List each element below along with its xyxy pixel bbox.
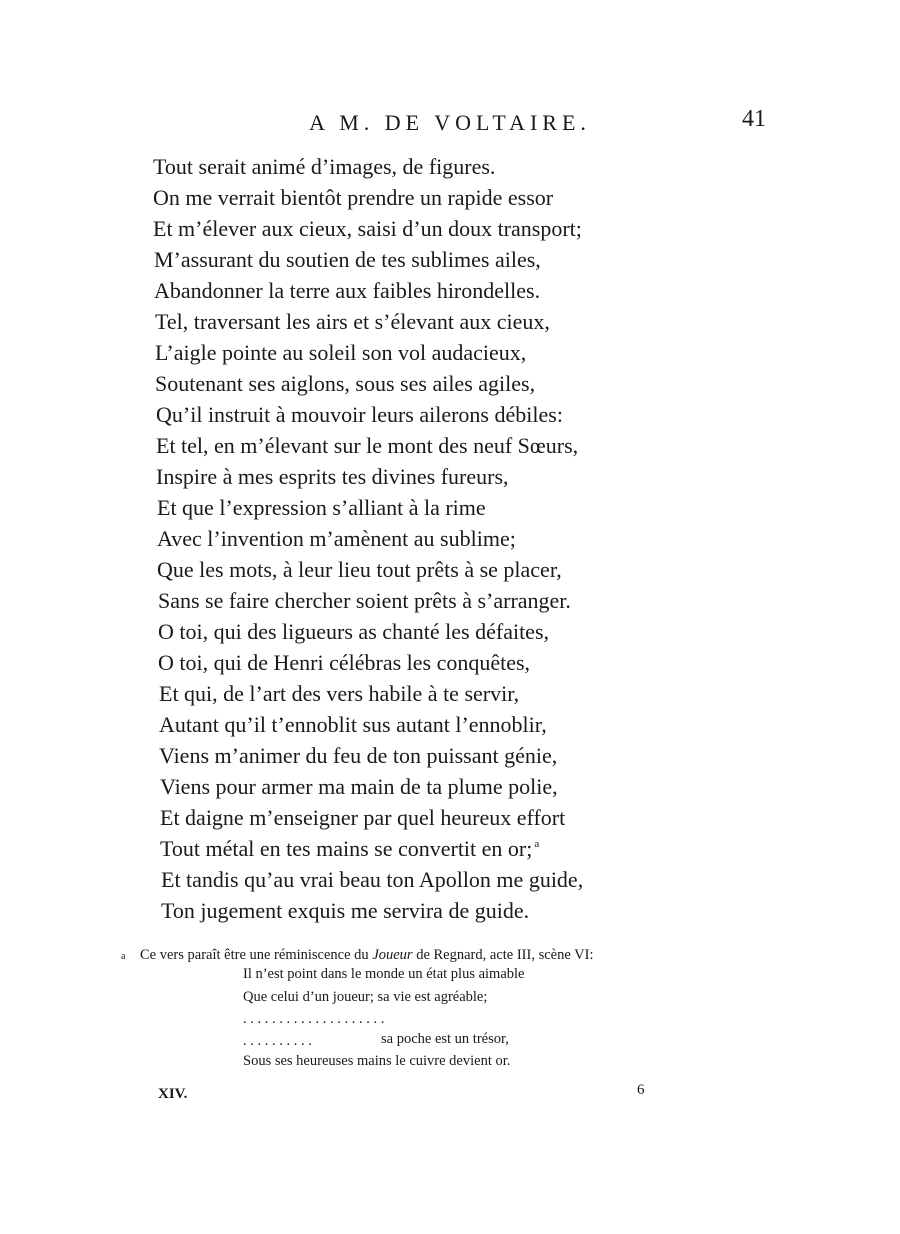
verse-line: Tout serait animé d’images, de figures. xyxy=(153,154,496,179)
verse-line: Inspire à mes esprits tes divines fureurs, xyxy=(156,464,509,489)
quote-line: Que celui d’un joueur; sa vie est agréable; xyxy=(243,989,488,1005)
verse-line-with-note xyxy=(160,838,539,860)
verse-line: Autant qu’il t’ennoblit sus autant l’ennoblir, xyxy=(159,712,547,737)
verse-line: Avec l’invention m’amènent au sublime; xyxy=(157,526,516,551)
verse-line: Qu’il instruit à mouvoir leurs ailerons débiles: xyxy=(156,402,563,427)
verse-line: Et tel, en m’élevant sur le mont des neuf Sœurs, xyxy=(156,433,579,458)
page-number: 41 xyxy=(742,106,766,132)
verse-line: Soutenant ses aiglons, sous ses ailes agiles, xyxy=(155,371,536,396)
footnote-intro-text: Ce vers paraît être une réminiscence du xyxy=(140,947,373,963)
signature-mark: XIV. xyxy=(158,1086,188,1102)
verse-text: Tout métal en tes mains se convertit en or; xyxy=(160,836,533,861)
verse-line: Abandonner la terre aux faibles hirondelles. xyxy=(154,278,541,303)
verse-line: Et qui, de l’art des vers habile à te servir, xyxy=(159,681,520,706)
footnote-intro-source: de Regnard, acte III, scène VI: xyxy=(412,947,594,963)
verse-line: Et que l’expression s’alliant à la rime xyxy=(157,495,486,520)
sheet-number: 6 xyxy=(637,1082,645,1098)
ellipsis-row: . . . . . . . . . . xyxy=(243,1033,312,1049)
running-title: A M. DE VOLTAIRE. xyxy=(309,110,591,135)
verse-line: On me verrait bientôt prendre un rapide essor xyxy=(153,185,554,210)
footnote-marker: a xyxy=(121,951,126,962)
verse-line: Viens pour armer ma main de ta plume polie, xyxy=(160,774,558,799)
verse-line: Que les mots, à leur lieu tout prêts à se placer, xyxy=(157,557,562,582)
ellipsis-row: . . . . . . . . . . . . . . . . . . . . xyxy=(243,1011,385,1027)
quote-line: sa poche est un trésor, xyxy=(381,1031,509,1047)
verse-line: M’assurant du soutien de tes sublimes ailes, xyxy=(154,247,541,272)
verse-line: Sans se faire chercher soient prêts à s’arranger. xyxy=(158,588,571,613)
quote-line: Il n’est point dans le monde un état plus aimable xyxy=(243,966,525,982)
verse-line: Et tandis qu’au vrai beau ton Apollon me guide, xyxy=(161,867,584,892)
play-title: Joueur xyxy=(372,947,413,963)
verse-line: O toi, qui de Henri célébras les conquêtes, xyxy=(158,650,531,675)
verse-line: Et m’élever aux cieux, saisi d’un doux transport; xyxy=(153,216,582,241)
verse-line: Ton jugement exquis me servira de guide. xyxy=(161,898,530,923)
verse-line: Et daigne m’enseigner par quel heureux effort xyxy=(160,805,566,830)
quote-line: Sous ses heureuses mains le cuivre devient or. xyxy=(243,1053,511,1069)
verse-line: O toi, qui des ligueurs as chanté les défaites, xyxy=(158,619,550,644)
verse-line: L’aigle pointe au soleil son vol audacieux, xyxy=(155,340,527,365)
verse-line: Viens m’animer du feu de ton puissant génie, xyxy=(159,743,558,768)
verse-line: Tel, traversant les airs et s’élevant aux cieux, xyxy=(155,309,550,334)
footnote-intro xyxy=(140,948,593,963)
footnote-call: a xyxy=(534,838,540,850)
